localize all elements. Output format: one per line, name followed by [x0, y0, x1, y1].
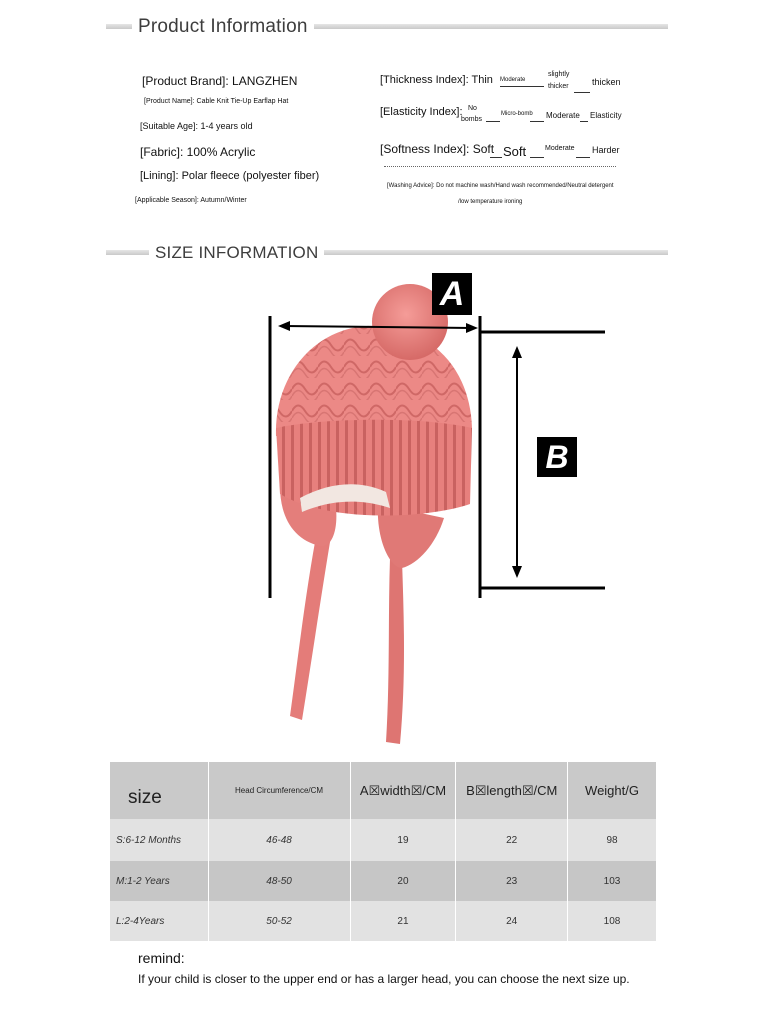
row-size: M:1-2 Years [110, 861, 208, 901]
applicable-season: [Applicable Season]: Autumn/Winter [135, 197, 247, 204]
softness-soft: Soft [503, 144, 527, 159]
elasticity-underline-3 [580, 121, 588, 122]
elasticity-no-2: bombs [461, 116, 483, 123]
row-length: 24 [456, 901, 568, 941]
table-row [110, 901, 657, 941]
thickness-moderate: Moderate [500, 77, 544, 87]
table-row [110, 861, 657, 901]
row-weight: 103 [568, 861, 657, 901]
header-size: size [110, 762, 208, 819]
hat-crown [276, 326, 472, 436]
size-table [110, 762, 657, 941]
softness-label: [Softness Index]: Soft [380, 142, 495, 156]
dotted-divider [384, 166, 616, 167]
header-width: A☒width☒/CM [350, 762, 456, 819]
table-header-row [110, 762, 657, 819]
lining: [Lining]: Polar fleece (polyester fiber) [140, 170, 320, 182]
elasticity-label: [Elasticity Index]: [380, 106, 463, 118]
elasticity-underline-1 [486, 121, 500, 122]
suitable-age: [Suitable Age]: 1-4 years old [140, 121, 253, 131]
elasticity-no-1: No [468, 105, 477, 112]
header-length: B☒length☒/CM [456, 762, 568, 819]
row-width: 20 [350, 861, 456, 901]
remind-title: remind: [138, 950, 185, 966]
thickness-slightly-2: thicker [548, 83, 569, 90]
elasticity-end: Elasticity [590, 111, 622, 120]
hat-tie-right [386, 558, 404, 744]
header-weight: Weight/G [568, 762, 657, 819]
hat-tie-left [290, 526, 332, 720]
softness-underline-2 [530, 157, 544, 158]
washing-advice: [Washing Advice]: Do not machine wash/Hand wash recommended/Neutral detergent [387, 183, 614, 189]
thickness-slightly-1: slightly [548, 71, 570, 78]
row-weight: 108 [568, 901, 657, 941]
label-b: B [537, 437, 577, 477]
softness-underline-3 [576, 157, 590, 158]
product-info-title: Product Information [132, 16, 314, 38]
fabric: [Fabric]: 100% Acrylic [140, 145, 256, 159]
elasticity-moderate: Moderate [546, 111, 580, 120]
size-info-title: SIZE INFORMATION [149, 243, 324, 263]
washing-advice-2: /low temperature ironing [458, 199, 523, 205]
thickness-end: thicken [592, 77, 621, 87]
row-width: 21 [350, 901, 456, 941]
thickness-label: [Thickness Index]: Thin [380, 74, 493, 86]
softness-underline-1 [490, 157, 502, 158]
softness-moderate: Moderate [545, 145, 575, 152]
row-head: 50-52 [208, 901, 350, 941]
elasticity-micro: Micro-bomb [501, 111, 533, 117]
thickness-underline [574, 92, 590, 93]
row-size: L:2-4Years [110, 901, 208, 941]
row-length: 22 [456, 819, 568, 861]
softness-end: Harder [592, 145, 620, 155]
row-width: 19 [350, 819, 456, 861]
hat-size-diagram [240, 268, 620, 750]
row-size: S:6-12 Months [110, 819, 208, 861]
product-name: [Product Name]: Cable Knit Tie-Up Earflap Hat [144, 98, 289, 105]
remind-text: If your child is closer to the upper end or has a larger head, you can choose the next size up. [138, 972, 630, 986]
table-row [110, 819, 657, 861]
elasticity-underline-2 [530, 121, 544, 122]
row-length: 23 [456, 861, 568, 901]
row-head: 48-50 [208, 861, 350, 901]
header-head-circumference: Head Circumference/CM [208, 762, 350, 819]
label-a: A [432, 273, 472, 315]
product-brand: [Product Brand]: LANGZHEN [142, 74, 298, 88]
row-head: 46-48 [208, 819, 350, 861]
row-weight: 98 [568, 819, 657, 861]
